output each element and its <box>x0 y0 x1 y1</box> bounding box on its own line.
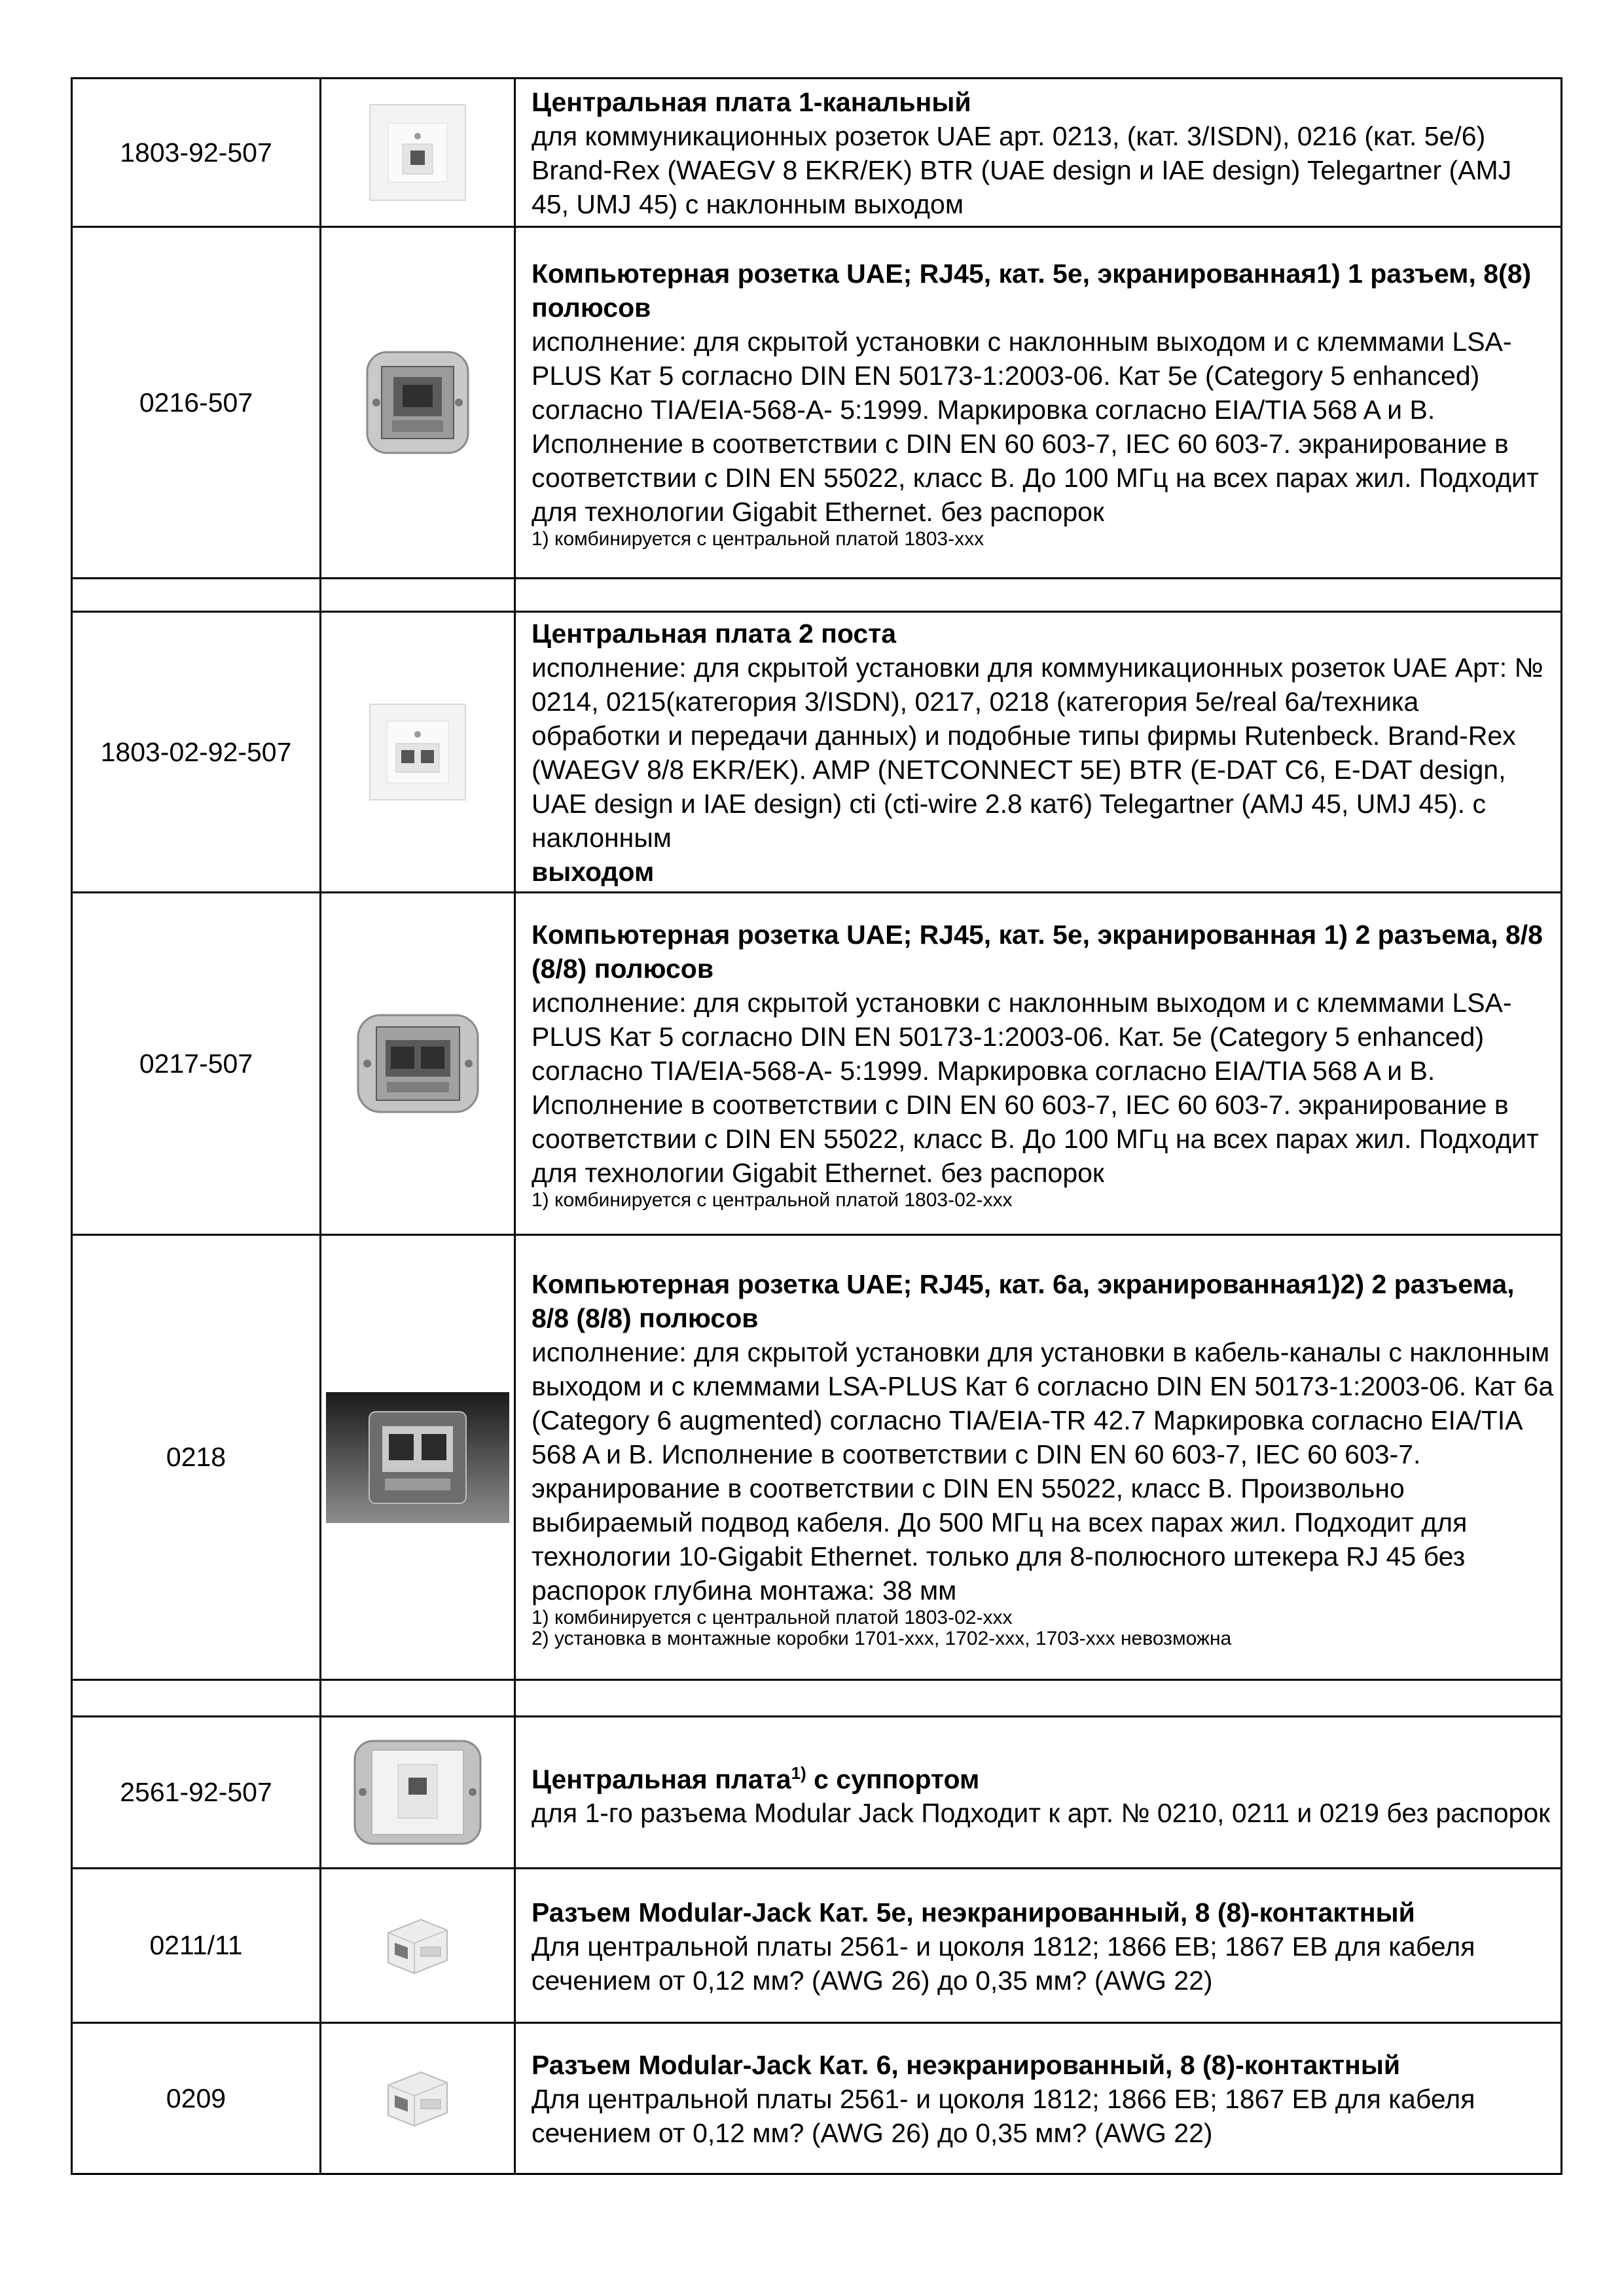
table-row <box>72 2023 1562 2174</box>
product-title-text: Центральная плата <box>532 1764 791 1795</box>
footnote: 1) комбинируется с центральной платой 1803-xxx <box>532 528 984 550</box>
product-title: Компьютерная розетка UAE; RJ45, кат. 6a, экранированная1)2) 2 разъема, 8/8 (8/8) полюсов <box>532 1268 1515 1333</box>
single-port-faceplate-icon <box>369 103 467 202</box>
description-cell <box>515 1235 1562 1680</box>
product-image <box>321 1869 515 2023</box>
product-description: исполнение: для скрытой установки для установки в кабель-каналы с наклонным выходом и с клеммами LSA-PLUS Кат 6 согласно DIN EN 50173-1:2003-06. Кат 6a (Category 6 augmented) согласно TIA/EIA-TR 42.7 Маркировка согласно EIA/TIA 568 A и B. Исполнение в соответствии с DIN EN 60 603-7, IEC 60 603-7. экранирование в соответствии с DIN EN 55022, класс B. Произвольно выбираемый подвод кабеля. До 500 МГц на всех парах жил. Подходит для технологии 10-Gigabit Ethernet. только для 8-полюсного штекера RJ 45 без распорок глубина монтажа: 38 мм <box>532 1336 1554 1605</box>
article-code: 0217-507 <box>72 893 321 1235</box>
product-description: для 1-го разъема Modular Jack Подходит к арт. № 0210, 0211 и 0219 без распорок <box>532 1798 1551 1829</box>
table-row <box>72 79 1562 227</box>
product-description: Для центральной платы 2561- и цоколя 1812; 1866 EB; 1867 EB для кабеля сечением от 0,12 мм? (AWG 26) до 0,35 мм? (AWG 22) <box>532 2084 1475 2148</box>
dual-socket-insert-dark-icon <box>326 1392 509 1523</box>
product-image <box>321 1717 515 1869</box>
product-title: Разъем Modular-Jack Кат. 5e, неэкранированный, 8 (8)-контактный <box>532 1897 1415 1928</box>
description-cell <box>515 1869 1562 2023</box>
spacer-row <box>72 579 1562 612</box>
product-title-rest: с суппортом <box>806 1764 980 1795</box>
description-cell <box>515 893 1562 1235</box>
description-cell <box>515 227 1562 579</box>
description-cell <box>515 2023 1562 2174</box>
footnote: 2) установка в монтажные коробки 1701-xxx, 1702-xxx, 1703-xxx невозможна <box>532 1627 1232 1649</box>
product-table <box>71 77 1562 2175</box>
table-row <box>72 1235 1562 1680</box>
product-description: для коммуникационных розеток UAE арт. 0213, (кат. 3/ISDN), 0216 (кат. 5e/6) Brand-Rex (WAEGV 8 EKR/EK) BTR (UAE design и IAE design) Telegartner (AMJ 45, UMJ 45) с наклонным выходом <box>532 121 1512 219</box>
article-code: 1803-02-92-507 <box>72 612 321 893</box>
product-title: Центральная плата 1-канальный <box>532 87 971 117</box>
product-image <box>321 2023 515 2174</box>
description-cell <box>515 1717 1562 1869</box>
product-image <box>321 893 515 1235</box>
product-title <box>532 1756 1554 1797</box>
article-code: 0216-507 <box>72 227 321 579</box>
table-row <box>72 1869 1562 2023</box>
product-description: исполнение: для скрытой установки для коммуникационных розеток UAE Арт: № 0214, 0215(категория 3/ISDN), 0217, 0218 (категория 5e/real 6a/техника обработки и передачи данных) и подобные типы фирмы Rutenbeck. Brand-Rex (WAEGV 8/8 EKR/EK). AMP (NETCONNECT 5E) BTR (E-DAT C6, E-DAT design, UAE design и IAE design) cti (cti-wire 2.8 кат6) Telegartner (AMJ 45, UMJ 45). с наклонным <box>532 653 1543 853</box>
article-code: 1803-92-507 <box>72 79 321 227</box>
article-code: 0209 <box>72 2023 321 2174</box>
article-code: 2561-92-507 <box>72 1717 321 1869</box>
product-title: Центральная плата 2 поста <box>532 619 897 649</box>
dual-socket-insert-icon <box>354 1011 482 1116</box>
table-row <box>72 612 1562 893</box>
article-code: 0211/11 <box>72 1869 321 2023</box>
footnote: 1) комбинируется с центральной платой 1803-02-xxx <box>532 1606 1013 1628</box>
product-image <box>321 79 515 227</box>
product-description-tail: выходом <box>532 857 655 887</box>
product-title: Компьютерная розетка UAE; RJ45, кат. 5е, экранированная 1) 2 разъема, 8/8 (8/8) полюсов <box>532 920 1543 984</box>
faceplate-with-support-icon <box>352 1738 483 1846</box>
product-description: исполнение: для скрытой установки с наклонным выходом и с клеммами LSA-PLUS Кат 5 согласно DIN EN 50173-1:2003-06. Кат 5е (Category 5 enhanced) согласно TIA/EIA-568-A- 5:1999. Маркировка согласно EIA/TIA 568 A и B. Исполнение в соответствии с DIN EN 60 603-7, IEC 60 603-7. экранирование в соответствии с DIN EN 55022, класс B. До 100 МГц на всех парах жил. Подходит для технологии Gigabit Ethernet. без распорок <box>532 327 1539 527</box>
spacer-row <box>72 1680 1562 1717</box>
title-superscript: 1) <box>791 1763 806 1783</box>
product-title: Разъем Modular-Jack Кат. 6, неэкранированный, 8 (8)-контактный <box>532 2050 1401 2080</box>
modular-jack-icon <box>382 2066 454 2131</box>
article-code: 0218 <box>72 1235 321 1680</box>
dual-port-faceplate-icon <box>369 703 467 801</box>
description-cell <box>515 79 1562 227</box>
product-image <box>321 1235 515 1680</box>
table-row <box>72 227 1562 579</box>
single-socket-insert-icon <box>362 347 473 458</box>
footnote: 1) комбинируется с центральной платой 1803-02-xxx <box>532 1189 1013 1211</box>
product-image <box>321 227 515 579</box>
product-description: Для центральной платы 2561- и цоколя 1812; 1866 EB; 1867 EB для кабеля сечением от 0,12 мм? (AWG 26) до 0,35 мм? (AWG 22) <box>532 1931 1475 1996</box>
description-cell <box>515 612 1562 893</box>
product-description: исполнение: для скрытой установки с наклонным выходом и с клеммами LSA-PLUS Кат 5 согласно DIN EN 50173-1:2003-06. Кат. 5е (Category 5 enhanced) согласно TIA/EIA-568-A- 5:1999. Маркировка согласно EIA/TIA 568 A и B. Исполнение в соответствии с DIN EN 60 603-7, IEC 60 603-7. экранирование в соответствии с DIN EN 55022, класс B. До 100 МГц на всех парах жил. Подходит для технологии Gigabit Ethernet. без распорок <box>532 988 1539 1188</box>
modular-jack-icon <box>382 1913 454 1979</box>
table-row <box>72 1717 1562 1869</box>
product-image <box>321 612 515 893</box>
product-title: Компьютерная розетка UAE; RJ45, кат. 5е, экранированная1) 1 разъем, 8(8) полюсов <box>532 259 1532 323</box>
table-row <box>72 893 1562 1235</box>
